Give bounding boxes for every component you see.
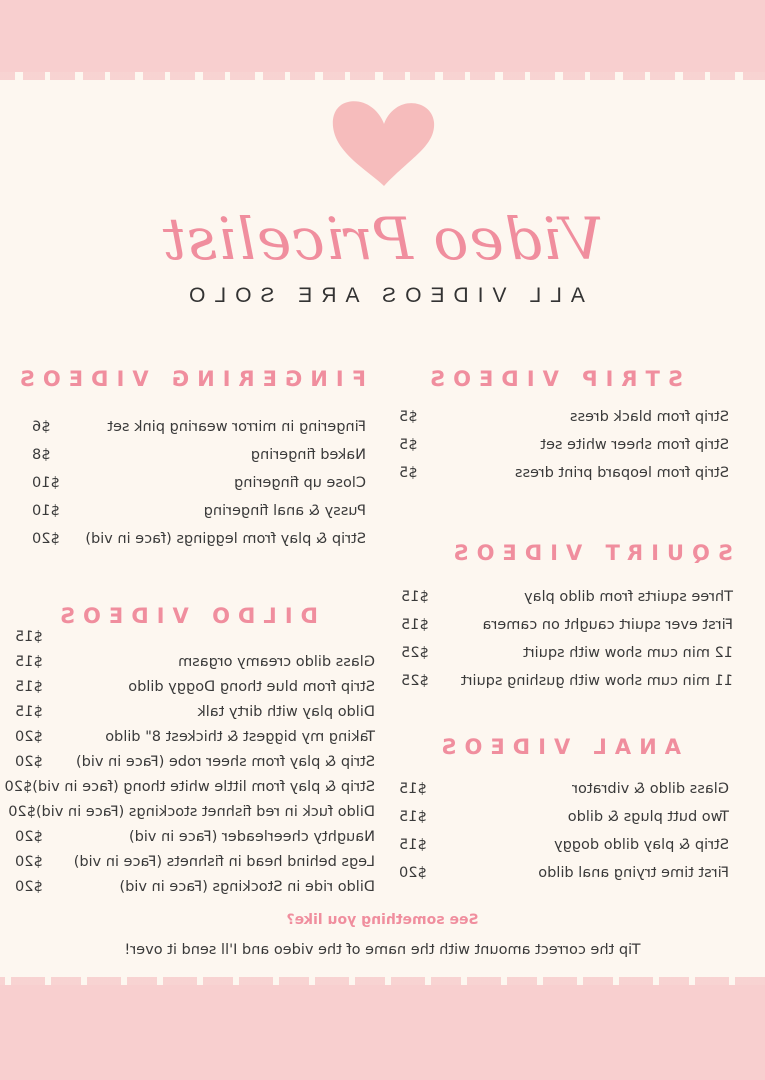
list-item: 11 min cum show with gushing squirt $25 [401, 673, 733, 689]
list-item: Legs behind head in fishnets (Face in vid) $20 [15, 853, 375, 870]
list-item: Strip from black dress $5 [399, 409, 729, 425]
dildo-section-title: DILDO VIDEOS [51, 604, 318, 628]
list-item: Fingering in mirror wearing pink set $6 [32, 419, 366, 435]
list-item: Dildo fuck in red fishnet stockings (Face in vid) $20 [8, 803, 375, 820]
list-item: Strip from sheer white set $5 [399, 437, 729, 453]
footer-question: See something you like? [286, 912, 479, 928]
anal-list [399, 775, 729, 887]
list-item: Strip from leopard print dress $5 [399, 465, 729, 481]
dildo-list [4, 624, 375, 899]
anal-section-title: ANAL VIDEOS [433, 735, 681, 759]
strip-section-title: STRIP VIDEOS [422, 367, 683, 391]
list-item: First time trying anal dildo $20 [399, 865, 729, 881]
list-item: Taking my biggest & thickest 8" dildo $20 [15, 728, 375, 745]
list-item: Glass dildo creamy orgasm $15 [15, 653, 375, 670]
list-item: Three squirts from dildo play $15 [401, 589, 733, 605]
list-item: Pussy & anal fingering $10 [32, 503, 366, 519]
strip-list [399, 403, 729, 487]
list-item: Close up fingering $10 [32, 475, 366, 491]
list-item: Naughty cheerleader (Face in vid) $20 [15, 828, 375, 845]
footer-message: Tip the correct amount with the name of the video and I'll send it over! [124, 942, 641, 958]
list-item: Two butt plugs & dildo $15 [399, 809, 729, 825]
heart-icon [328, 98, 440, 188]
list-item: Glass dildo & vibrator $15 [399, 781, 729, 797]
list-item: Strip & play from leggings (face in vid) $20 [32, 531, 366, 547]
list-item: Strip & play dildo doggy $15 [399, 837, 729, 853]
list-item: Dildo play with dirty talk $15 [15, 703, 375, 720]
list-item: Strip & play from sheer robe (Face in vid) $20 [15, 753, 375, 770]
list-item: Dildo ride in Stockings (Face in vid) $20 [15, 878, 375, 895]
list-item: Naked fingering $8 [32, 447, 366, 463]
bottom-brush-band [0, 985, 765, 1080]
list-item: $15 [15, 628, 43, 645]
fingering-list [32, 413, 366, 553]
page-subtitle: ALL VIDEOS ARE SOLO [180, 284, 585, 307]
squirt-list [401, 583, 733, 695]
page-title: Video Pricelist [161, 205, 604, 273]
list-item: 12 min cum show with squirt $25 [401, 645, 733, 661]
list-item: Strip from blue thong Doggy dildo $15 [15, 678, 375, 695]
top-brush-band [0, 0, 765, 72]
list-item: Strip & play from little white thong (face in vid) $20 [4, 778, 375, 795]
squirt-section-title: SQUIRT VIDEOS [445, 541, 733, 565]
list-item: First ever squirt caught on camera $15 [401, 617, 733, 633]
fingering-section-title: FINGERING VIDEOS [11, 367, 366, 391]
